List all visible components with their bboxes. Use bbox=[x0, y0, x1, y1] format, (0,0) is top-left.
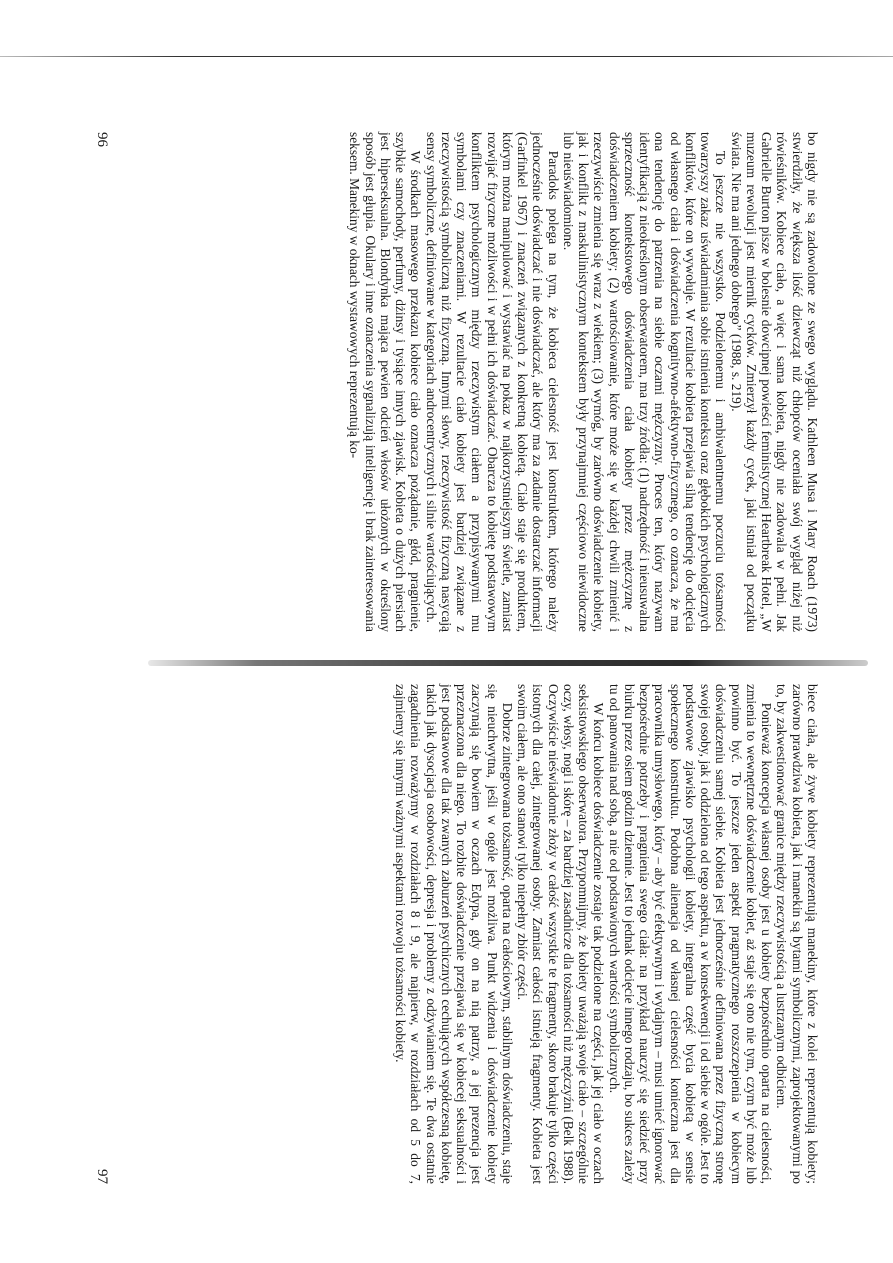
left-paragraph-3: Paradoks polega na tym, że kobieca cielesność jest konstruktem, którego należy jednocześnie doświadczać i nie doświadczać, ale który ma za zadanie dostarczać informacji (Garfinkel 1967) i znaczeń związanych z konkretną kobietą. Ciało staje się produktem, którym można manipulować i wystawiać na pokaz w najkorzystniejszym świetle, zamiast rozwijać fizyczne możliwości i w pełni ich doświadczać. Obarcza to kobietę podstawowym konfliktem psychologicznym między rzeczywistym ciałem a przypisywanymi mu symbolami czy znaczeniami. W rezultacie ciało kobiety jest bardziej związane z rzeczywistością symboliczną niż fizyczną. Innymi słowy, rzeczywistość fizyczną nasycają sensy symboliczne, definiowane w kategoriach androcentrycznych i silnie wartościujących. bbox=[423, 132, 561, 632]
left-paragraph-2: To jeszcze nie wszystko. Podzielonemu i ambiwalentnemu poczuciu tożsamości towarzyszy zakaz uświadamiania sobie istnienia konteksu oraz głębokich psychologicznych konfliktów, które on wywołuje. W rezultacie kobieta przejawia silną tendencję do odcięcia od własnego ciała i doświadczenia kognitywno-afektywno-fizycznego, co oznacza, że ma ona tendencję do patrzenia na siebie oczami mężczyzny. Proces ten, który nazywam identyfikacją z nieokreślonym obserwatorem, ma trzy źródła: (1) nadrzędność i nieusuwalna sprzeczność kontekstowego doświadczenia ciała kobiety przez mężczyznę z doświadczeniem kobiety; (2) wartościowanie, które może się w każdej chwili zmienić i rzeczywiście zmienia się wraz z wiekiem; (3) wymóg, by zarówno doświadczenie kobiety, jak i konflikt z maskulinistycznym kontekstem były przynajmniej częściowo niewidoczne lub nieuświadomione. bbox=[561, 132, 729, 632]
page-edge-line bbox=[0, 56, 893, 57]
right-paragraph-1: biece ciała, ale żywe kobiety reprezentują manekiny, które z kolei reprezentują kobiety; zarówno prawdziwa kobieta, jak i manekin są bytami symbolicznymi, zaprojektowanymi po to, by zakwestionować granice między rzeczywistością a lustrzanym odbiciem. bbox=[774, 684, 820, 1184]
right-page-number: 97 bbox=[94, 1169, 110, 1184]
right-paragraph-4: Dobrze zintegrowana tożsamość, oparta na całościowym, stabilnym doświadczeniu, staje się nieuchwytna, jeśli w ogóle jest możliwa. Punkt widzenia i doświadczenie kobiety zaczynają się bowiem w oczach Edypa, gdy on na nią patrzy, a jej prezencja jest przeznaczona dla niego. To rozbite doświadczenie przejawia się w kobiecej seksualności i jest podstawowe dla tak zwanych zaburzeń psychicznych cechujących współczesną kobietę, takich jak dysocjacja osobowości, depresja i problemy z odżywianiem się. Te dwa ostatnie zagadnienia rozważymy w rozdziałach 8 i 9, ale najpierw, w rozdziałach od 5 do 7, zajmiemy się innymi ważnymi aspektami rozwoju tożsamości kobiety. bbox=[393, 684, 515, 1184]
left-page-number: 96 bbox=[94, 132, 110, 147]
right-paragraph-3: W końcu kobiece doświadczenie zostaje tak podzielone na części, jak jej ciało w oczach seksistowskiego obserwatora. Przypomnijmy, że kobiety uważają swoje ciało – szczególnie oczy, włosy, nogi i skórę – za bardziej zasadnicze dla tożsamości niż mężczyźni (Belk 1988). Oczywiście nieświadomie złoży w całość wszystkie te fragmenty, skoro brakuje tylko części istotnych dla całej, zintegrowanej osoby. Zamiast całości istnieją fragmenty. Kobieta jest swoim ciałem, ale ono stanowi tylko niepełny zbiór części. bbox=[515, 684, 607, 1184]
rotated-text-block bbox=[94, 132, 820, 1192]
right-page-column bbox=[120, 684, 820, 1184]
right-paragraph-2: Ponieważ koncepcja własnej osoby jest u kobiety bezpośrednio oparta na cielesności, zmienia to wewnętrzne doświadczenie kobiet, aż staje się ono nie tym, czym być może lub powinno być. To jeszcze jeden aspekt pragmatycznego rozszczepienia w kobiecym doświadczeniu samej siebie. Kobieta jest jednocześnie definiowana przez fizyczną stronę swojej osoby, jak i oddzielona od tego aspektu, a w konsekwencji i od siebie w ogóle. Jest to podstawowe zjawisko psychologii kobiety, integralna część bycia kobietą w sensie społecznego konstruktu. Podobna alienacja od własnej cielesności konieczna jest dla pracownika umysłowego, który – aby być efektywnym i wydajnym – musi umieć ignorować bezpośrednie potrzeby i pragnienia swego ciała: na przykład nauczyć się siedzieć przy biurku przez osiem godzin dziennie. Jest to jednak odcięcie innego rodzaju, bo sukces zależy tu od panowania nad sobą, a nie od podstawionych wartości symbolicznych. bbox=[606, 684, 775, 1184]
left-page-column bbox=[120, 132, 820, 632]
left-paragraph-4: W środkach masowego przekazu kobiece ciało oznacza pożądanie, głód, pragnienie, szybkie samochody, perfumy, dżinsy i tysiące innych zjawisk. Kobieta o dużych piersiach jest hiperseksualna. Blondynka mająca pewien odcień włosów ułożonych w określony sposób jest głupia. Okulary i inne oznaczenia sygnalizują inteligencję i brak zainteresowania seksem. Manekiny w oknach wystawowych reprezentują ko- bbox=[347, 132, 424, 632]
left-paragraph-1: bo nigdy nie są zadowolone ze swego wyglądu. Kathleen Musa i Mary Roach (1973) stwierdziły, że większa ilość dziewcząt niż chłopców oceniała swój wygląd niżej niż rówieśników. Kobiece ciało, a więc i sama kobieta, nigdy nie zadowala w pełni. Jak Gabrielle Burton pisze w bolesnie dowcipnej powieści feministycznej Heartbreak Hotel, „W muzeum rewolucji jest miernik cycków. Zmierzył każdy cycek, jaki istniał od początku świata. Nie ma ani jednego dobrego” (1988, s. 219). bbox=[728, 132, 820, 632]
